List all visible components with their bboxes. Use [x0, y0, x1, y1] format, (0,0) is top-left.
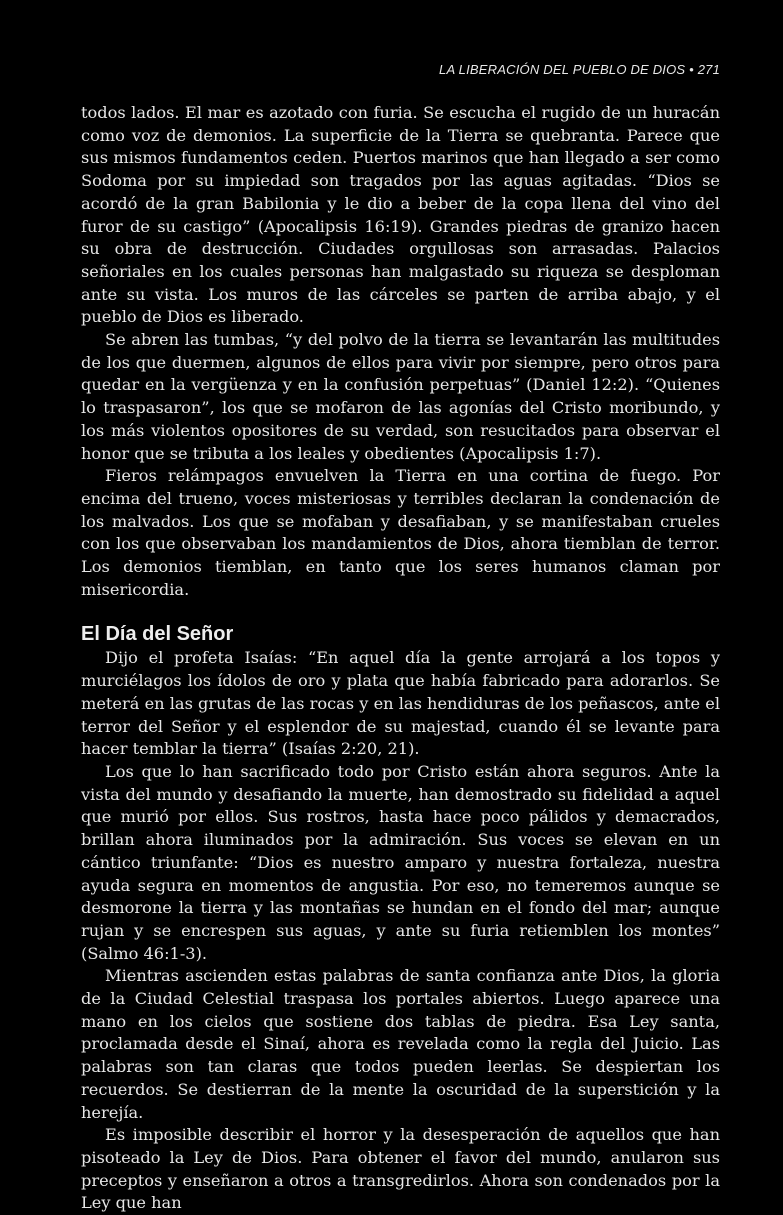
paragraph: Dijo el profeta Isaías: “En aquel día la gente arrojará a los topos y murciélagos los ídolos de oro y plata que había fabricado para adorarlos. Se meterá en las grutas de las rocas y en las hendiduras de los peñascos, ante el terror del Señor y el esplendor de su majestad, cuando él se levante para hacer temblar la tierra” (Isaías 2:20, 21).: [81, 648, 720, 759]
paragraph: Fieros relámpagos envuelven la Tierra en una cortina de fuego. Por encima del trueno, voces misteriosas y terribles declaran la condenación de los malvados. Los que se mofaban y desafiaban, y se manifestaban crueles con los que observaban los mandamientos de Dios, ahora tiemblan de terror. Los demonios tiemblan, en tanto que los seres humanos claman por misericordia.: [81, 466, 720, 599]
page-number: 271: [697, 62, 720, 77]
paragraph: Se abren las tumbas, “y del polvo de la tierra se levantarán las multitudes de los que duermen, algunos de ellos para vivir por siempre, pero otros para quedar en la vergüenza y en la confusión perpetuas” (Daniel 12:2). “Quienes lo traspasaron”, los que se mofaron de las agonías del Cristo moribundo, y los más violentos opositores de su verdad, son resucitados para observar el honor que se tributa a los leales y obedientes (Apocalipsis 1:7).: [81, 330, 720, 463]
running-header: [439, 62, 720, 77]
paragraph: todos lados. El mar es azotado con furia. Se escucha el rugido de un huracán como voz de demonios. La superficie de la Tierra se quebranta. Parece que sus mismos fundamentos ceden. Puertos marinos que han llegado a ser como Sodoma por su impiedad son tragados por las aguas agitadas. “Dios se acordó de la gran Babilonia y le dio a beber de la copa llena del vino del furor de su castigo” (Apocalipsis 16:19). Grandes piedras de granizo hacen su obra de destrucción. Ciudades orgullosas son arrasadas. Palacios señoriales en los cuales personas han malgastado su riqueza se desploman ante su vista. Los muros de las cárceles se parten de arriba abajo, y el pueblo de Dios es liberado.: [81, 103, 720, 327]
paragraph: Mientras ascienden estas palabras de santa confianza ante Dios, la gloria de la Ciudad Celestial traspasa los portales abiertos. Luego aparece una mano en los cielos que sostiene dos tablas de piedra. Esa Ley santa, proclamada desde el Sinaí, ahora es revelada como la regla del Juicio. Las palabras son tan claras que todos pueden leerlas. Se despiertan los recuerdos. Se destierran de la mente la oscuridad de la superstición y la herejía.: [81, 966, 720, 1122]
paragraph: Los que lo han sacrificado todo por Cristo están ahora seguros. Ante la vista del mundo y desafiando la muerte, han demostrado su fidelidad a aquel que murió por ellos. Sus rostros, hasta hace poco pálidos y demacrados, brillan ahora iluminados por la admiración. Sus voces se elevan en un cántico triunfante: “Dios es nuestro amparo y nuestra fortaleza, nuestra ayuda segura en momentos de angustia. Por eso, no temeremos aunque se desmorone la tierra y las montañas se hundan en el fondo del mar; aunque rujan y se encrespen sus aguas, y ante su furia retiemblen los montes” (Salmo 46:1-3).: [81, 761, 720, 963]
body-text: [81, 102, 720, 1215]
header-separator: •: [689, 62, 694, 77]
section-heading: El Día del Señor: [81, 623, 234, 646]
running-title: LA LIBERACIÓN DEL PUEBLO DE DIOS: [439, 62, 686, 77]
paragraph: Es imposible describir el horror y la desesperación de aquellos que han pisoteado la Ley de Dios. Para obtener el favor del mundo, anularon sus preceptos y enseñaron a otros a transgredirlos. Ahora son condenados por la Ley que han: [81, 1125, 720, 1213]
